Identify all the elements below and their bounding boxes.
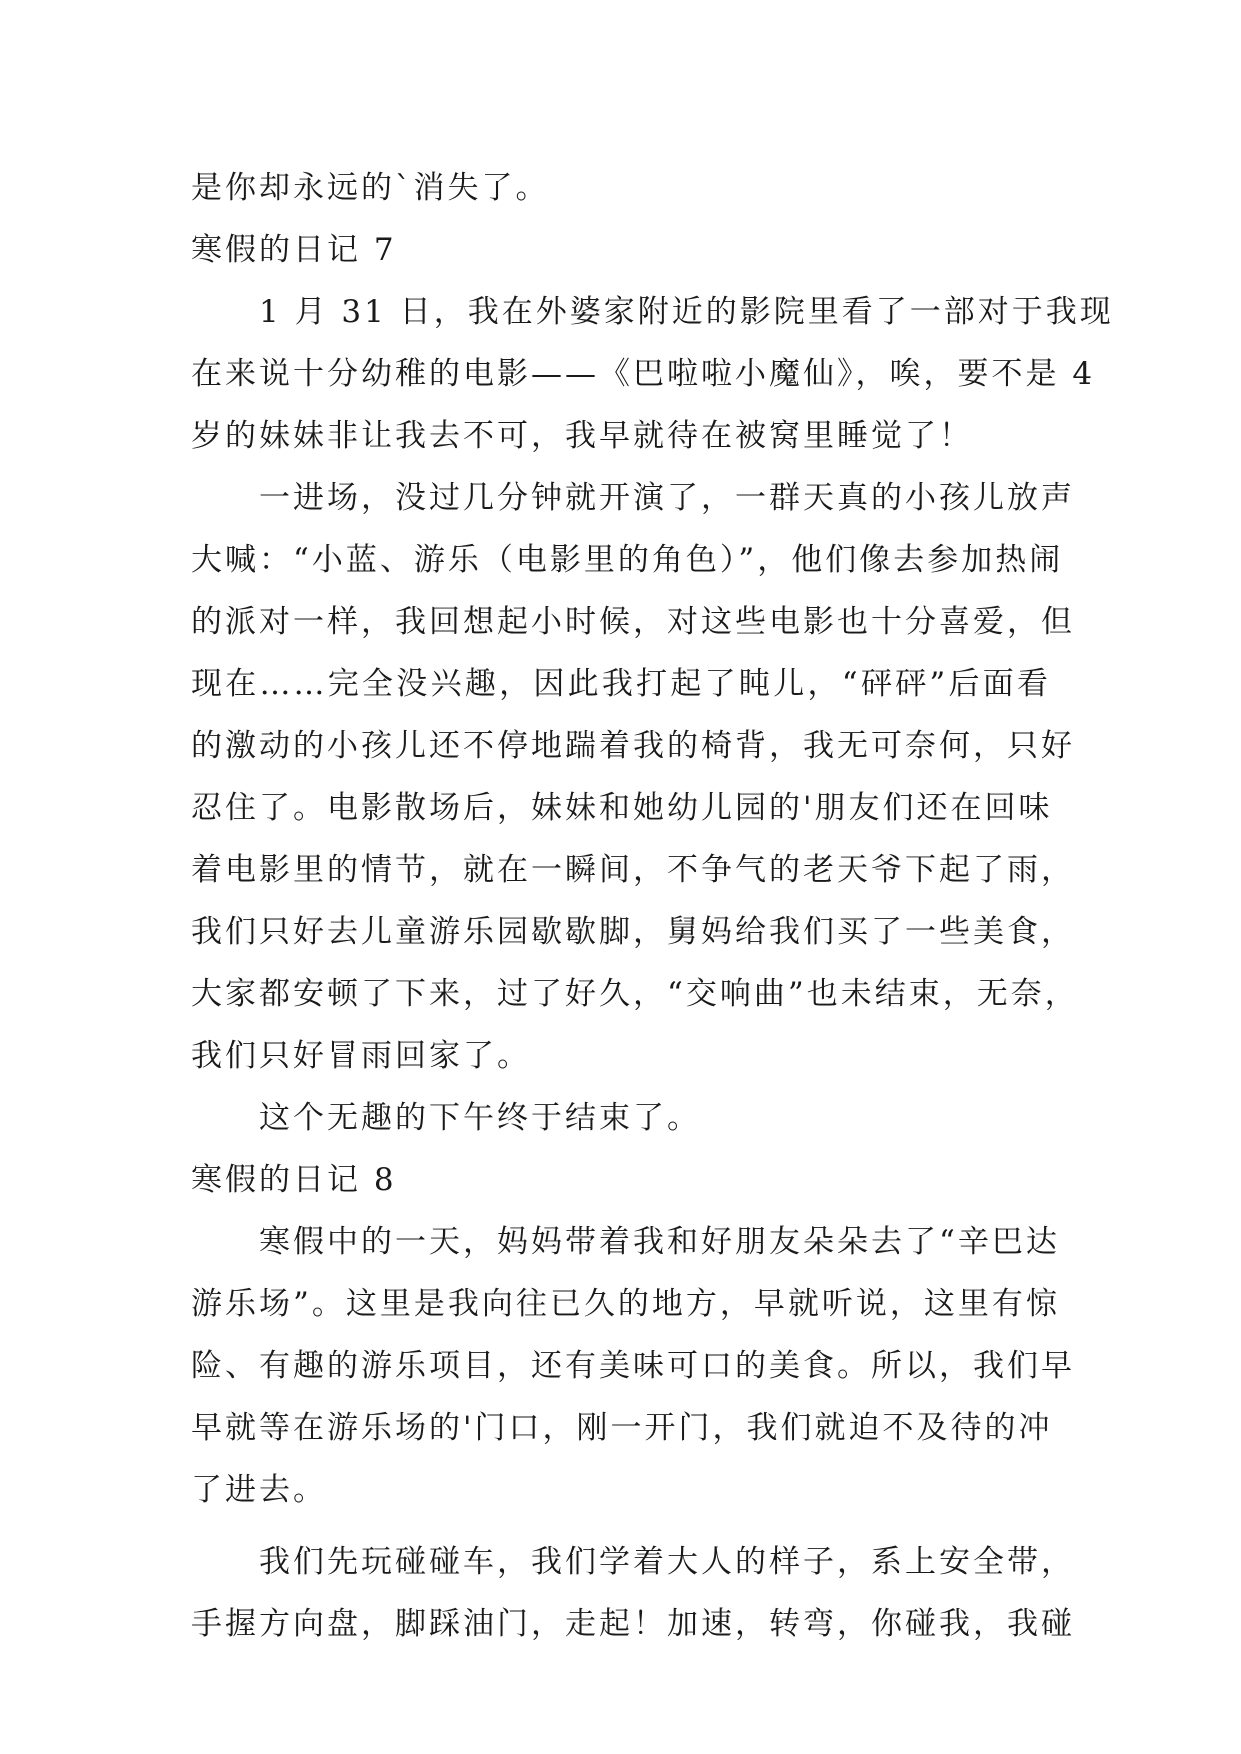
text-line: 是你却永远的`消失了。 <box>191 170 550 206</box>
paragraph-line: 险、有趣的游乐项目，还有美味可口的美食。所以，我们早 <box>191 1348 1075 1384</box>
paragraph-line: 我们只好去儿童游乐园歇歇脚，舅妈给我们买了一些美食， <box>191 914 1075 950</box>
paragraph-line: 游乐场”。这里是我向往已久的地方，早就听说，这里有惊 <box>191 1286 1060 1322</box>
paragraph-line: 的激动的小孩儿还不停地踹着我的椅背，我无可奈何，只好 <box>191 728 1075 764</box>
paragraph-line: 1 月 31 日，我在外婆家附近的影院里看了一部对于我现 <box>259 294 1114 330</box>
paragraph-line: 大喊：“小蓝、游乐（电影里的角色）”，他们像去参加热闹 <box>191 542 1064 578</box>
paragraph-gap <box>191 1521 1051 1531</box>
paragraph-line: 我们先玩碰碰车，我们学着大人的样子，系上安全带， <box>259 1544 1075 1580</box>
paragraph-line: 在来说十分幼稚的电影——《巴啦啦小魔仙》，唉，要不是 4 <box>191 356 1096 392</box>
paragraph-line: 了进去。 <box>191 1472 327 1508</box>
paragraph-line: 忍住了。电影散场后，妹妹和她幼儿园的'朋友们还在回味 <box>191 790 1053 826</box>
paragraph-line: 这个无趣的下午终于结束了。 <box>259 1100 701 1136</box>
diary-heading-8: 寒假的日记 8 <box>191 1162 397 1198</box>
paragraph-line: 的派对一样，我回想起小时候，对这些电影也十分喜爱，但 <box>191 604 1075 640</box>
paragraph-line: 现在……完全没兴趣，因此我打起了盹儿，“砰砰”后面看 <box>191 666 1051 702</box>
paragraph-line: 手握方向盘，脚踩油门，走起！加速，转弯，你碰我，我碰 <box>191 1606 1075 1642</box>
diary-heading-7: 寒假的日记 7 <box>191 232 397 268</box>
paragraph-line: 岁的妹妹非让我去不可，我早就待在被窝里睡觉了！ <box>191 418 973 454</box>
paragraph-line: 寒假中的一天，妈妈带着我和好朋友朵朵去了“辛巴达 <box>259 1224 1060 1260</box>
paragraph-line: 大家都安顿了下来，过了好久，“交响曲”也未结束，无奈， <box>191 976 1079 1012</box>
paragraph-line: 早就等在游乐场的'门口，刚一开门，我们就迫不及待的冲 <box>191 1410 1053 1446</box>
document-body <box>191 157 1114 1655</box>
paragraph-line: 着电影里的情节，就在一瞬间，不争气的老天爷下起了雨， <box>191 852 1075 888</box>
paragraph-line: 我们只好冒雨回家了。 <box>191 1038 531 1074</box>
paragraph-line: 一进场，没过几分钟就开演了，一群天真的小孩儿放声 <box>259 480 1075 516</box>
